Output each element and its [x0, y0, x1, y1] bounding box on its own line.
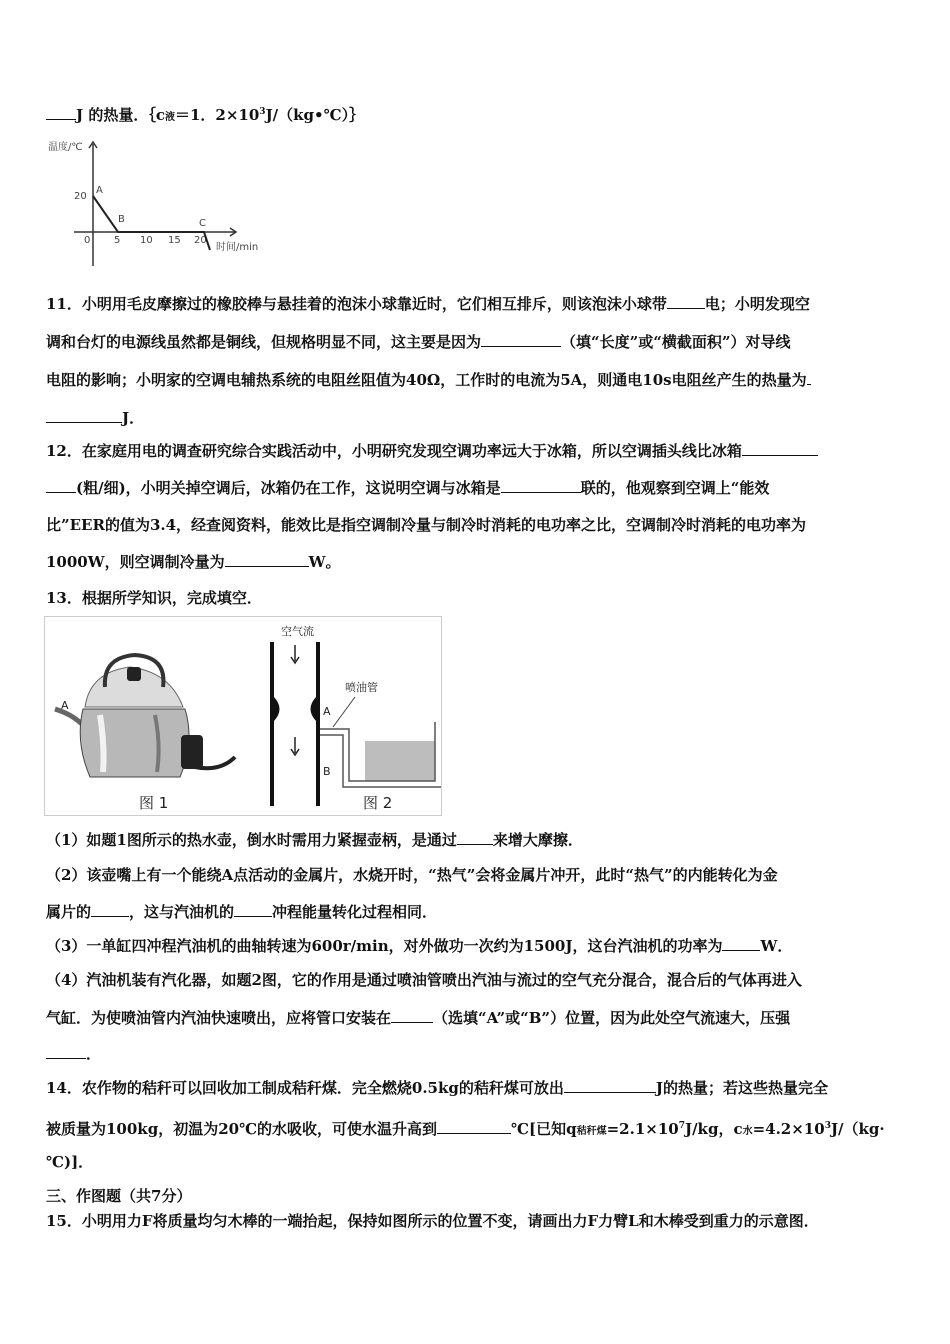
section3-title: 三、作图题（共7分） [46, 1187, 192, 1205]
q13-blank-5[interactable] [391, 1008, 433, 1023]
q12-blank-1[interactable] [742, 441, 818, 456]
graph-xlabel: 时间/min [216, 242, 259, 253]
q11-blank-2[interactable] [481, 332, 561, 347]
graph-point-a: A [96, 185, 103, 196]
q13-p4-line1: （4）汽油机装有汽化器，如题2图，它的作用是通过喷油管喷出汽油与流过的空气充分混合，混合后的气体再进入 [46, 971, 802, 989]
q13-title: 13．根据所学知识，完成填空． [46, 589, 262, 607]
q13-figure [44, 616, 442, 816]
kettle-point-a: A [61, 699, 69, 712]
q13-p4-line3: ． [46, 1044, 101, 1064]
temperature-time-graph [44, 138, 274, 270]
q11-blank-3[interactable] [807, 370, 811, 385]
q14-line1: 14．农作物的秸秆可以回收加工制成秸秆煤．完全燃烧0.5kg的秸秆煤可放出 J的热量；若这些热量完全 [46, 1079, 828, 1097]
q13-p4-line2: 气缸．为使喷油管内汽油快速喷出，应将管口安装在 （选填“A”或“B”）位置，因为此处空气流速大，压强 [46, 1009, 791, 1027]
q12-line3: 比”EER的值为3.4，经查阅资料，能效比是指空调制冷量与制冷时消耗的电功率之比，空调制冷时消耗的电功率为 [46, 516, 807, 534]
q12-blank-2[interactable] [501, 478, 581, 493]
air-flow-label: 空气流 [281, 625, 314, 638]
graph-ytick-20: 20 [74, 191, 87, 202]
q14-line3: ℃)]． [46, 1153, 94, 1171]
q14-line2: 被质量为100kg，初温为20℃的水吸收，可使水温升高到 ℃[已知q秸秆煤$=2.1\times 10^7J/kg$，c水$=4.2\times 10^3J/(kg\cdot$ [46, 1120, 885, 1138]
q14-blank-2[interactable] [437, 1119, 511, 1134]
graph-xtick-10: 10 [140, 235, 153, 246]
point-b-label: B [323, 765, 331, 778]
q13-blank-6[interactable] [46, 1044, 86, 1059]
q11-line4: J． [46, 408, 144, 428]
q13-p2-line1: （2）该壶嘴上有一个能绕A点活动的金属片，水烧开时，“热气”会将金属片冲开，此时“热气”的内能转化为金 [46, 866, 778, 884]
q13-p1: （1）如题1图所示的热水壶，倒水时需用力紧握壶柄，是通过 来增大摩擦． [46, 831, 583, 849]
q12-blank-3[interactable] [225, 552, 309, 567]
graph-point-b: B [118, 214, 125, 225]
q15-text: 15．小明用力F将质量均匀木棒的一端抬起，保持如图所示的位置不变，请画出力F力臂L和木棒受到重力的示意图． [46, 1212, 819, 1230]
q11-line3: 电阻的影响；小明家的空调电辅热系统的电阻丝阻值为40Ω，工作时的电流为5A，则通电10s电阻丝产生的热量为 [46, 370, 811, 390]
q13-p3: （3）一单缸四冲程汽油机的曲轴转速为600r/min，对外做功一次约为1500J，这台汽油机的功率为 W． [46, 937, 793, 955]
graph-ylabel: 温度/℃ [48, 142, 83, 153]
graph-xtick-20: 20 [194, 235, 207, 246]
q11-line2: 调和台灯的电源线虽然都是铜线，但规格明显不同，这主要是因为 （填“长度”或“横截面积”）对导线 [46, 333, 791, 351]
q13-blank-1[interactable] [457, 830, 493, 845]
graph-point-c: C [199, 218, 206, 229]
fig1-label: 图 1 [139, 794, 169, 812]
q12-line1: 12．在家庭用电的调查研究综合实践活动中，小明研究发现空调功率远大于冰箱，所以空调插头线比冰箱 [46, 441, 818, 461]
q12-blank-1b[interactable] [46, 478, 76, 493]
q14-blank-1[interactable] [564, 1078, 656, 1093]
top-line: J 的热量．｛c液＝1．$2\times 10^3J/(kg•℃)\}$ [46, 102, 364, 128]
point-a-label: A [323, 705, 331, 718]
q13-p2-line2: 属片的 ，这与汽油机的 冲程能量转化过程相同． [46, 903, 438, 921]
q13-blank-2[interactable] [91, 902, 129, 917]
graph-xtick-15: 15 [168, 235, 181, 246]
fig2-label: 图 2 [363, 794, 393, 812]
q11-blank-1[interactable] [667, 294, 705, 309]
carburetor-figure [245, 617, 441, 815]
answer-blank[interactable] [46, 105, 76, 120]
q11-blank-3b[interactable] [46, 408, 122, 423]
q13-blank-4[interactable] [722, 936, 760, 951]
q12-line2: (粗/细)，小明关掉空调后，冰箱仍在工作，这说明空调与冰箱是 联的，他观察到空调上“能效 [46, 478, 769, 498]
q12-line4: 1000W，则空调制冷量为 W。 [46, 553, 341, 571]
q13-blank-3[interactable] [234, 902, 272, 917]
kettle-figure [45, 617, 245, 815]
graph-xtick-0: 0 [84, 235, 91, 246]
pipe-label: 喷油管 [345, 681, 378, 694]
q11-line1: 11．小明用毛皮摩擦过的橡胶棒与悬挂着的泡沫小球靠近时，它们相互排斥，则该泡沫小球带 电；小明发现空 [46, 295, 810, 313]
graph-xtick-5: 5 [114, 235, 121, 246]
